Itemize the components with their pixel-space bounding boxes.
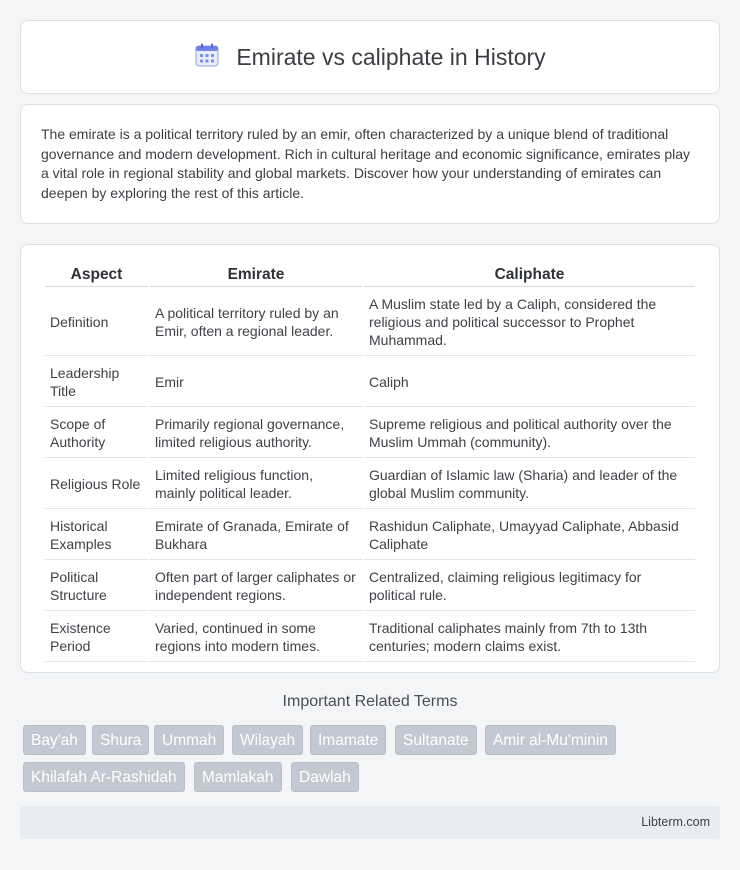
header-emirate: Emirate: [150, 265, 362, 287]
cell-emirate: A political territory ruled by an Emir, often a regional leader.: [150, 289, 362, 356]
page-title: Emirate vs caliphate in History: [236, 43, 546, 70]
tag-shura[interactable]: Shura: [92, 725, 149, 755]
tag-mamlakah[interactable]: Mamlakah: [194, 762, 282, 792]
table-row: [45, 358, 695, 407]
table-row: [45, 511, 695, 560]
tag-ummah[interactable]: Ummah: [154, 725, 224, 755]
cell-aspect: Existence Period: [45, 613, 148, 662]
footer-site-link[interactable]: Libterm.com: [641, 815, 710, 829]
table-row: [45, 613, 695, 662]
tag-khilafah-ar-rashidah[interactable]: Khilafah Ar-Rashidah: [23, 762, 185, 792]
intro-card: [20, 104, 720, 224]
tag-sultanate[interactable]: Sultanate: [395, 725, 477, 755]
header-card: [20, 20, 720, 94]
table-header-row: [45, 265, 695, 287]
cell-caliphate: A Muslim state led by a Caliph, considered the religious and political successor to Prophet Muhammad.: [364, 289, 695, 356]
table-row: [45, 460, 695, 509]
table-row: [45, 562, 695, 611]
cell-aspect: Religious Role: [45, 460, 148, 509]
cell-aspect: Political Structure: [45, 562, 148, 611]
cell-caliphate: Rashidun Caliphate, Umayyad Caliphate, Abbasid Caliphate: [364, 511, 695, 560]
cell-aspect: Definition: [45, 289, 148, 356]
table-row: [45, 409, 695, 458]
cell-emirate: Limited religious function, mainly political leader.: [150, 460, 362, 509]
cell-emirate: Often part of larger caliphates or independent regions.: [150, 562, 362, 611]
header-aspect: Aspect: [45, 265, 148, 287]
tag-wilayah[interactable]: Wilayah: [232, 725, 303, 755]
comparison-table: [43, 263, 697, 664]
header: [194, 42, 545, 73]
cell-emirate: Emir: [150, 358, 362, 407]
cell-aspect: Scope of Authority: [45, 409, 148, 458]
calendar-icon: [194, 42, 220, 73]
cell-emirate: Emirate of Granada, Emirate of Bukhara: [150, 511, 362, 560]
comparison-card: [20, 244, 720, 673]
cell-aspect: Historical Examples: [45, 511, 148, 560]
intro-paragraph: The emirate is a political territory ruled by an emir, often characterized by a unique blend of traditional governance and modern development. Rich in cultural heritage and economic significance, emirates play a vital role in regional stability and global markets. Discover how your understanding of emirates can deepen by exploring the rest of this article.: [41, 126, 691, 201]
cell-aspect: Leadership Title: [45, 358, 148, 407]
related-terms-heading: Important Related Terms: [282, 693, 458, 710]
cell-caliphate: Supreme religious and political authority over the Muslim Ummah (community).: [364, 409, 695, 458]
tag-dawlah[interactable]: Dawlah: [291, 762, 359, 792]
cell-caliphate: Centralized, claiming religious legitimacy for political rule.: [364, 562, 695, 611]
tag-imamate[interactable]: Imamate: [310, 725, 386, 755]
cell-caliphate: Traditional caliphates mainly from 7th to 13th centuries; modern claims exist.: [364, 613, 695, 662]
footer: [20, 806, 720, 839]
table-row: [45, 289, 695, 356]
cell-emirate: Primarily regional governance, limited religious authority.: [150, 409, 362, 458]
cell-caliphate: Guardian of Islamic law (Sharia) and leader of the global Muslim community.: [364, 460, 695, 509]
cell-emirate: Varied, continued in some regions into modern times.: [150, 613, 362, 662]
header-caliphate: Caliphate: [364, 265, 695, 287]
tag-amir-al-muminin[interactable]: Amir al-Mu'minin: [485, 725, 616, 755]
tag-bayah[interactable]: Bay'ah: [23, 725, 86, 755]
cell-caliphate: Caliph: [364, 358, 695, 407]
